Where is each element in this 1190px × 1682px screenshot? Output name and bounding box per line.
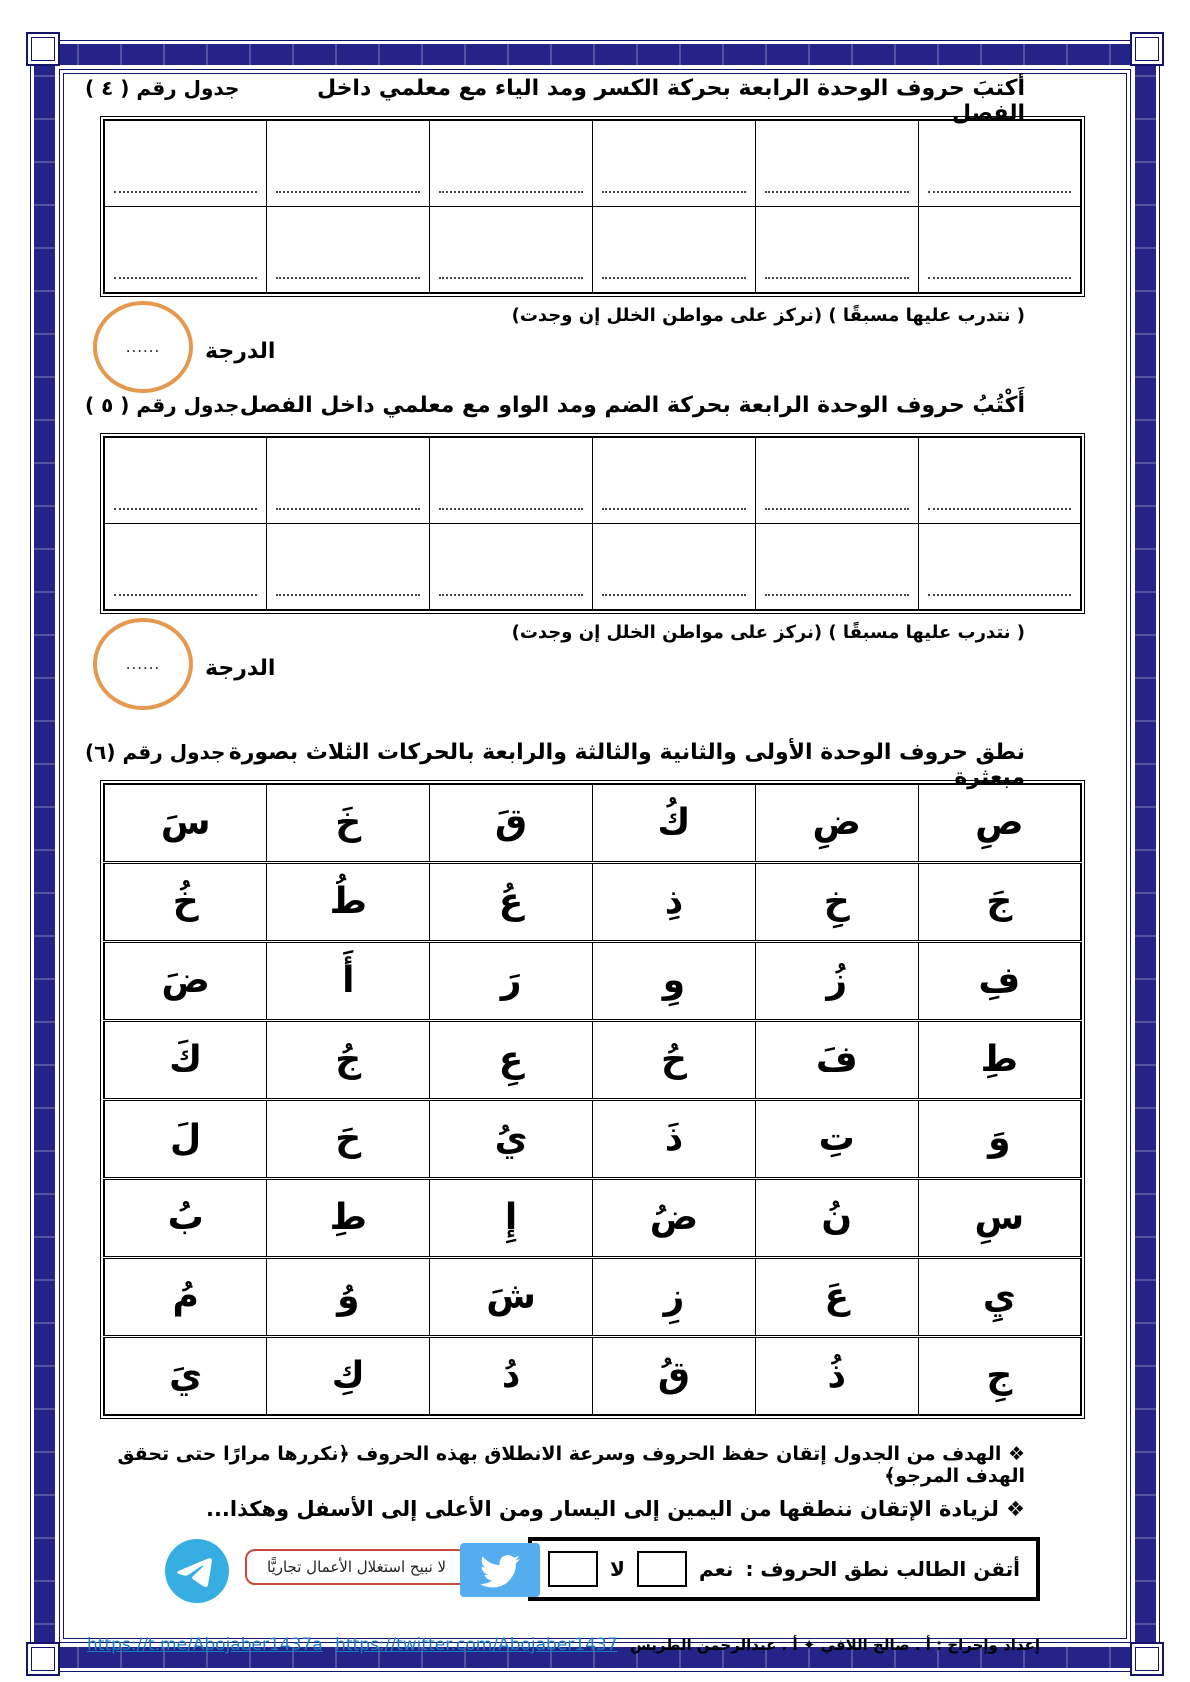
fill-in-line: [602, 191, 746, 193]
practice-table-5: [100, 433, 1085, 614]
fill-cell: [104, 120, 267, 207]
twitter-icon: [460, 1543, 540, 1597]
yes-checkbox[interactable]: [637, 1551, 687, 1587]
letter-cell: فِ: [918, 942, 1081, 1021]
letter-cell: حُ: [593, 1021, 756, 1100]
letter-cell: عُ: [430, 863, 593, 942]
letter-cell: قَ: [430, 784, 593, 863]
frame-band-right: [1135, 44, 1156, 1668]
letter-cell: ضَ: [104, 942, 267, 1021]
letter-cell: شَ: [430, 1258, 593, 1337]
letter-cell: كَ: [104, 1021, 267, 1100]
fill-in-line: [765, 594, 909, 596]
telegram-icon: [165, 1539, 229, 1603]
fill-in-line: [928, 508, 1071, 510]
no-commercial-badge: لا نبيح استغلال الأعمال تجاريًّا: [245, 1549, 468, 1585]
fill-in-line: [439, 191, 583, 193]
telegram-link[interactable]: https://t.me/Abojaber1437a: [87, 1635, 323, 1655]
fill-cell: [267, 437, 430, 524]
fill-cell: [593, 207, 756, 294]
assessment-box: [528, 1537, 1040, 1601]
letter-cell: نُ: [755, 1179, 918, 1258]
letter-cell: يِ: [918, 1258, 1081, 1337]
fill-cell: [918, 207, 1081, 294]
letter-cell: جُ: [267, 1021, 430, 1100]
letter-cell: يَ: [104, 1337, 267, 1416]
fill-cell: [430, 437, 593, 524]
letter-cell: عِ: [430, 1021, 593, 1100]
grade-label: الدرجة: [205, 339, 276, 364]
letter-cell: إِ: [430, 1179, 593, 1258]
letter-cell: فَ: [755, 1021, 918, 1100]
practice-table-4: [100, 116, 1085, 297]
footnote-method: ❖ لزيادة الإتقان ننطقها من اليمين إلى اليسار ومن الأعلى إلى الأسفل وهكذا...: [205, 1497, 1025, 1521]
fill-cell: [755, 437, 918, 524]
section-damma-title: أَكْتُبُ حروف الوحدة الرابعة بحركة الضم ومد الواو مع معلمي داخل الفصل: [239, 393, 1025, 418]
letter-cell: دُ: [430, 1337, 593, 1416]
fill-cell: [104, 207, 267, 294]
section-damma-footer: [85, 614, 1090, 710]
fill-in-line: [928, 594, 1071, 596]
section-damma-header: [85, 393, 1090, 427]
fill-in-line: [276, 191, 420, 193]
fill-cell: [104, 437, 267, 524]
letter-cell: سِ: [918, 1179, 1081, 1258]
frame-corner-ornament: [1130, 32, 1164, 66]
fill-in-line: [439, 508, 583, 510]
fill-in-line: [439, 594, 583, 596]
practice-note: ( نتدرب عليها مسبقًا ) (نركز على مواطن الخلل إن وجدت): [511, 622, 1025, 643]
fill-in-line: [114, 594, 257, 596]
letters-table-6: [100, 780, 1085, 1419]
fill-in-line: [439, 277, 583, 279]
section-scattered-title: نطق حروف الوحدة الأولى والثانية والثالثة والرابعة بالحركات الثلاث بصورة مبعثرة: [228, 740, 1025, 790]
fill-cell: [104, 524, 267, 611]
fill-cell: [430, 207, 593, 294]
fill-in-line: [276, 277, 420, 279]
letter-cell: طُ: [267, 863, 430, 942]
section-damma-table-label: جدول رقم ( ٥ ): [85, 393, 240, 417]
letter-cell: رَ: [430, 942, 593, 1021]
assessment-no-label: لا: [610, 1557, 625, 1581]
letter-cell: ذِ: [593, 863, 756, 942]
fill-in-line: [276, 508, 420, 510]
fill-in-line: [765, 191, 909, 193]
letter-cell: زِ: [593, 1258, 756, 1337]
letter-cell: وُ: [267, 1258, 430, 1337]
fill-in-line: [602, 508, 746, 510]
frame-corner-ornament: [26, 1642, 60, 1676]
frame-corner-ornament: [26, 32, 60, 66]
letter-cell: خُ: [104, 863, 267, 942]
assessment-yes-label: نعم: [698, 1557, 734, 1581]
footer-band: [85, 1537, 1090, 1609]
fill-cell: [593, 524, 756, 611]
fill-cell: [267, 207, 430, 294]
section-scattered-table-label: جدول رقم (٦): [85, 740, 226, 764]
fill-cell: [593, 120, 756, 207]
section-kasra-title: أكتبَ حروف الوحدة الرابعة بحركة الكسر ومد الياء مع معلمي داخل الفصل: [316, 76, 1025, 126]
fill-cell: [267, 524, 430, 611]
letter-cell: بُ: [104, 1179, 267, 1258]
section-scattered-header: [85, 740, 1090, 790]
fill-cell: [755, 120, 918, 207]
letter-cell: وَ: [918, 1100, 1081, 1179]
fill-cell: [918, 437, 1081, 524]
fill-in-line: [602, 277, 746, 279]
frame-corner-ornament: [1130, 1642, 1164, 1676]
fill-in-line: [276, 594, 420, 596]
letter-cell: زُ: [755, 942, 918, 1021]
fill-in-line: [114, 277, 257, 279]
worksheet-content: [85, 76, 1090, 1655]
letter-cell: صِ: [918, 784, 1081, 863]
letter-cell: يُ: [430, 1100, 593, 1179]
fill-in-line: [928, 191, 1071, 193]
grade-value: ......: [125, 655, 161, 673]
footnote-goal: ❖ الهدف من الجدول إتقان حفظ الحروف وسرعة الانطلاق بهذه الحروف ﴿نكررها مرارًا حتى تحقق الهدف المرجو﴾: [117, 1443, 1025, 1487]
assessment-question: أتقن الطالب نطق الحروف :: [745, 1557, 1020, 1581]
fill-cell: [755, 524, 918, 611]
letter-cell: ذُ: [755, 1337, 918, 1416]
frame-band-left: [34, 44, 55, 1668]
fill-in-line: [114, 191, 257, 193]
fill-cell: [267, 120, 430, 207]
fill-cell: [430, 524, 593, 611]
fill-cell: [593, 437, 756, 524]
letter-cell: أَ: [267, 942, 430, 1021]
grade-circle: [93, 618, 193, 710]
letter-cell: حَ: [267, 1100, 430, 1179]
fill-in-line: [928, 277, 1071, 279]
footer-links-row: [85, 1635, 1090, 1655]
frame-band-top: [34, 44, 1156, 65]
letter-cell: طِ: [918, 1021, 1081, 1100]
grade-label: الدرجة: [205, 656, 276, 681]
letter-cell: خَ: [267, 784, 430, 863]
letter-cell: سَ: [104, 784, 267, 863]
letter-cell: عَ: [755, 1258, 918, 1337]
practice-note: ( نتدرب عليها مسبقًا ) (نركز على مواطن الخلل إن وجدت): [511, 305, 1025, 326]
letter-cell: جِ: [918, 1337, 1081, 1416]
letter-cell: ذَ: [593, 1100, 756, 1179]
letter-cell: ضُ: [593, 1179, 756, 1258]
letter-cell: وِ: [593, 942, 756, 1021]
no-checkbox[interactable]: [548, 1551, 598, 1587]
letter-cell: كِ: [267, 1337, 430, 1416]
credits-text: إعداد وإخراج : أ . صالح اللافي ✦ أ . عبدالرحمن الطريس: [630, 1636, 1040, 1654]
fill-in-line: [114, 508, 257, 510]
letter-cell: كُ: [593, 784, 756, 863]
fill-in-line: [765, 508, 909, 510]
letter-cell: جَ: [918, 863, 1081, 942]
letter-cell: لَ: [104, 1100, 267, 1179]
section-kasra-footer: [85, 297, 1090, 393]
fill-cell: [430, 120, 593, 207]
letter-cell: خِ: [755, 863, 918, 942]
letter-cell: ضِ: [755, 784, 918, 863]
fill-in-line: [602, 594, 746, 596]
section-kasra-header: [85, 76, 1090, 126]
grade-value: ......: [125, 338, 161, 356]
letter-cell: تِ: [755, 1100, 918, 1179]
letter-cell: قُ: [593, 1337, 756, 1416]
twitter-link[interactable]: https://twitter.com/Abojaber1437: [335, 1635, 618, 1655]
grade-circle: [93, 301, 193, 393]
section-kasra-table-label: جدول رقم ( ٤ ): [85, 76, 240, 100]
fill-cell: [755, 207, 918, 294]
fill-cell: [918, 524, 1081, 611]
fill-in-line: [765, 277, 909, 279]
letter-cell: مُ: [104, 1258, 267, 1337]
fill-cell: [918, 120, 1081, 207]
letter-cell: طِ: [267, 1179, 430, 1258]
